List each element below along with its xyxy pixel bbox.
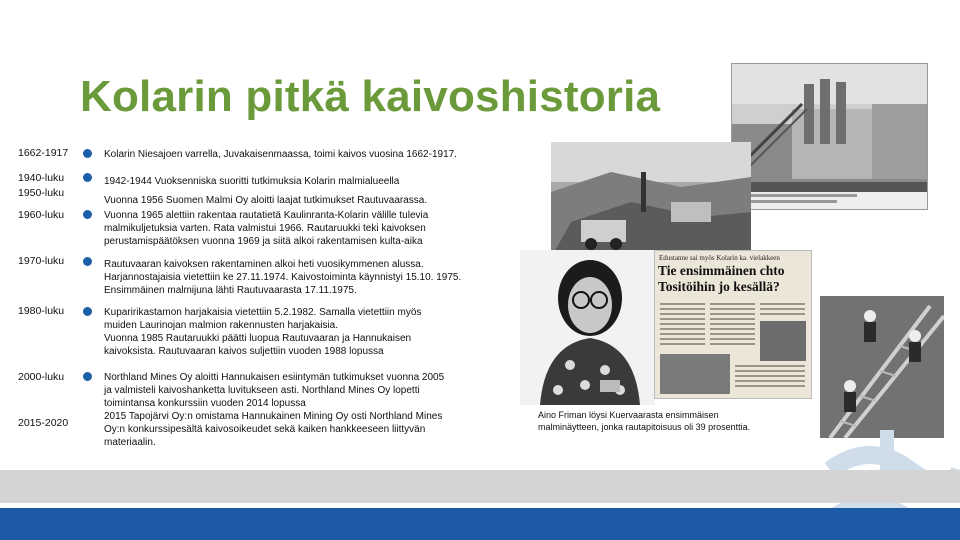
photo-caption: Aino Friman löysi Kuervaarasta ensimmäisen malminäytteen, jonka rautapitoisuus oli 39 prosenttia. xyxy=(538,410,751,432)
timeline-entry xyxy=(104,148,524,161)
factory-photo xyxy=(731,63,928,210)
newspaper-headline: Tositöihin jo kesällä? xyxy=(658,279,780,294)
entry-line: 1942-1944 Vuoksenniska suoritti tutkimuksia Kolarin malmialueella xyxy=(104,176,400,187)
entry-line: 2015 Tapojärvi Oy:n omistama Hannukainen Mining Oy osti Northland Mines xyxy=(104,411,443,422)
timeline-bullet xyxy=(83,307,92,316)
entry-line: materiaalin. xyxy=(104,437,156,448)
year-label: 2015-2020 xyxy=(18,417,69,429)
entry-line: Rautuvaaran kaivoksen rakentaminen alkoi heti vuosikymmenen alussa. xyxy=(104,259,424,270)
timeline xyxy=(0,140,520,470)
portrait-photo xyxy=(520,250,655,405)
entry-line: Ensimmäinen malmijuna lähti Rautuvaarasta 17.11.1975. xyxy=(104,285,357,296)
entry-line: Kolarin Niesajoen varrella, Juvakaisenmaassa, toimi kaivos vuosina 1662-1917. xyxy=(104,149,457,160)
newspaper-kicker: Edustanne sai myös Kolarin ka. vielakkeen xyxy=(659,254,780,262)
footer-band-blue xyxy=(0,508,960,540)
year-label: 1940-luku xyxy=(18,172,65,184)
entry-line: ja valmisteli kaivoshanketta luvitukseen asti. Northland Mines Oy lopetti xyxy=(104,385,420,396)
timeline-bullet xyxy=(83,257,92,266)
year-label: 1950-luku xyxy=(18,187,65,199)
newspaper-clipping xyxy=(654,250,812,399)
entry-line: malmikuljetuksia varten. Rata valmistui 1966. Rautaruukki teki kaivoksen xyxy=(104,223,426,234)
timeline-entry xyxy=(104,172,524,210)
timeline-bullet xyxy=(83,210,92,219)
newspaper-headline: Tie ensimmäinen chto xyxy=(658,263,785,278)
workers-photo xyxy=(820,296,944,438)
timeline-entry xyxy=(104,306,524,358)
entry-line: Oy:n konkurssipesältä kaivosoikeudet sekä kaiken hankkeeseen liittyvän xyxy=(104,424,426,435)
entry-line: perustamispäätöksen vuonna 1969 ja siitä alkoi rakentamisen kulta-aika xyxy=(104,236,423,247)
year-label: 1970-luku xyxy=(18,255,65,267)
year-label: 1960-luku xyxy=(18,209,65,221)
entry-line: Vuonna 1956 Suomen Malmi Oy aloitti laajat tutkimukset Rautuvaarassa. xyxy=(104,195,428,206)
entry-line: Vuonna 1985 Rautaruukki päätti luopua Rautuvaaran ja Hannukaisen xyxy=(104,333,412,344)
entry-line: muiden Laurinojan malmion rakennusten harjakaisia. xyxy=(104,320,339,331)
timeline-entry xyxy=(104,371,524,449)
timeline-bullet xyxy=(83,173,92,182)
entry-line: Kuparirikastamon harjakaisia vietettiin 5.2.1982. Samalla vietettiin myös xyxy=(104,307,422,318)
entry-line: Vuonna 1965 alettiin rakentaa rautatietä Kaulinranta-Kolarin välille tulevia xyxy=(104,210,429,221)
page-title: Kolarin pitkä kaivoshistoria xyxy=(80,72,661,121)
year-label: 2000-luku xyxy=(18,371,65,383)
footer-band-gray xyxy=(0,470,960,503)
year-label: 1980-luku xyxy=(18,305,65,317)
timeline-bullet xyxy=(83,149,92,158)
entry-line: kaivoksista. Rautuvaaran kaivos suljettiin vuoden 1988 lopussa xyxy=(104,346,384,357)
excavation-photo xyxy=(551,142,751,258)
timeline-entry xyxy=(104,209,524,248)
entry-line: Northland Mines Oy aloitti Hannukaisen esiintymän tutkimukset vuonna 2005 xyxy=(104,372,445,383)
timeline-bullet xyxy=(83,372,92,381)
entry-line: toimintansa konkurssiin vuoden 2014 lopussa xyxy=(104,398,306,409)
year-label: 1662-1917 xyxy=(18,147,69,159)
entry-line: Harjannostajaisia vietettiin ke 27.11.1974. Kaivostoiminta käynnistyi 15.10. 1975. xyxy=(104,272,462,283)
timeline-entry xyxy=(104,258,524,297)
